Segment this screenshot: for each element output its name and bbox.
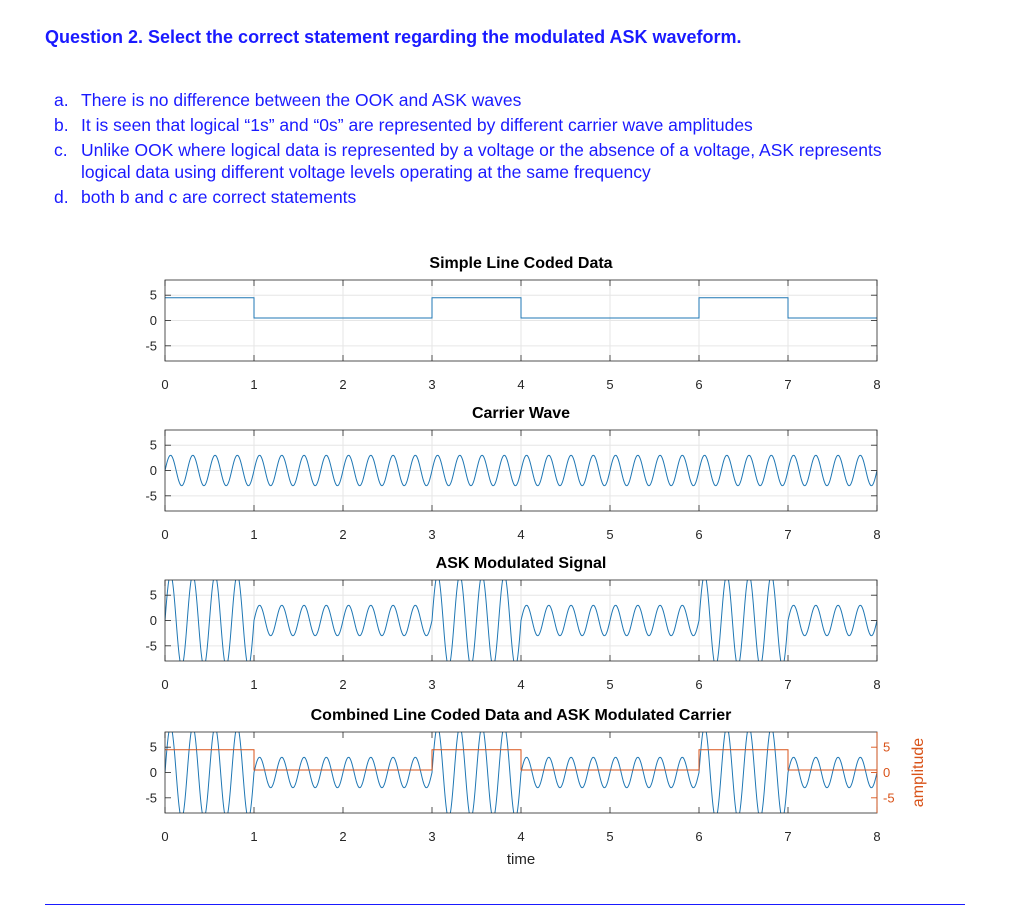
y-tick-label: 0 [149, 613, 157, 628]
chart-title: Carrier Wave [471, 405, 571, 422]
x-tick-label: 7 [784, 527, 792, 542]
option-letter: c. [54, 140, 68, 160]
divider [45, 904, 965, 905]
x-tick-label: 5 [606, 829, 614, 844]
option-letter: d. [54, 187, 69, 207]
x-tick-label: 1 [250, 377, 258, 392]
x-tick-label: 4 [517, 527, 525, 542]
option-a[interactable] [54, 89, 934, 111]
y-tick-label: 5 [149, 287, 157, 303]
x-tick-label: 8 [873, 829, 881, 844]
x-tick-label: 6 [695, 377, 703, 392]
y-tick-label: 0 [149, 463, 157, 478]
y-tick-label: 0 [149, 313, 157, 328]
y-axis-label-right: amplitude [910, 737, 927, 808]
option-text: Unlike OOK where logical data is represented by a voltage or the absence of a voltage, ASK represents logical data using different voltage levels operating at the same frequency [81, 140, 882, 182]
question-title: Question 2. Select the correct statement regarding the modulated ASK waveform. [45, 27, 742, 47]
option-c[interactable] [54, 139, 934, 183]
x-tick-label: 2 [339, 377, 347, 392]
chart-title: Simple Line Coded Data [429, 255, 613, 272]
waveform-figure [0, 240, 1024, 890]
x-tick-label: 5 [606, 677, 614, 692]
option-text: There is no difference between the OOK and ASK waves [81, 90, 522, 110]
right-y-tick-label: -5 [883, 790, 895, 806]
y-tick-label: -5 [145, 790, 157, 806]
x-tick-label: 4 [517, 677, 525, 692]
y-tick-label: -5 [145, 338, 157, 354]
x-tick-label: 3 [428, 677, 436, 692]
option-text: both b and c are correct statements [81, 187, 357, 207]
x-tick-label: 7 [784, 829, 792, 844]
chart-panel-3 [145, 555, 880, 692]
x-axis-label: time [506, 851, 536, 868]
x-tick-label: 8 [873, 527, 881, 542]
x-tick-label: 6 [695, 677, 703, 692]
x-tick-label: 3 [428, 377, 436, 392]
option-text: It is seen that logical “1s” and “0s” are represented by different carrier wave amplitudes [81, 115, 753, 135]
x-tick-label: 1 [250, 829, 258, 844]
x-tick-label: 5 [606, 527, 614, 542]
right-y-tick-label: 5 [883, 739, 891, 755]
chart-title: Combined Line Coded Data and ASK Modulated Carrier [310, 707, 732, 724]
x-tick-label: 7 [784, 677, 792, 692]
chart-panel-1 [145, 255, 880, 392]
x-tick-label: 1 [250, 677, 258, 692]
x-tick-label: 2 [339, 829, 347, 844]
x-tick-label: 7 [784, 377, 792, 392]
x-tick-label: 8 [873, 377, 881, 392]
x-tick-label: 5 [606, 377, 614, 392]
y-tick-label: -5 [145, 638, 157, 654]
right-y-tick-label: 0 [883, 765, 891, 780]
y-tick-label: 5 [149, 587, 157, 603]
y-tick-label: 5 [149, 437, 157, 453]
x-tick-label: 6 [695, 829, 703, 844]
x-tick-label: 2 [339, 677, 347, 692]
y-tick-label: 0 [149, 765, 157, 780]
option-letter: a. [54, 90, 69, 110]
x-tick-label: 0 [161, 829, 169, 844]
x-tick-label: 0 [161, 677, 169, 692]
option-letter: b. [54, 115, 69, 135]
option-b[interactable] [54, 114, 934, 136]
chart-title: ASK Modulated Signal [435, 555, 607, 572]
x-tick-label: 4 [517, 829, 525, 844]
x-tick-label: 6 [695, 527, 703, 542]
x-tick-label: 8 [873, 677, 881, 692]
x-tick-label: 0 [161, 377, 169, 392]
chart-panel-2 [145, 405, 880, 542]
y-tick-label: 5 [149, 739, 157, 755]
x-tick-label: 4 [517, 377, 525, 392]
y-tick-label: -5 [145, 488, 157, 504]
x-tick-label: 3 [428, 829, 436, 844]
x-tick-label: 3 [428, 527, 436, 542]
x-tick-label: 0 [161, 527, 169, 542]
chart-panel-4 [145, 707, 927, 868]
x-tick-label: 1 [250, 527, 258, 542]
x-tick-label: 2 [339, 527, 347, 542]
option-d[interactable] [54, 186, 934, 208]
answer-options [54, 89, 934, 211]
